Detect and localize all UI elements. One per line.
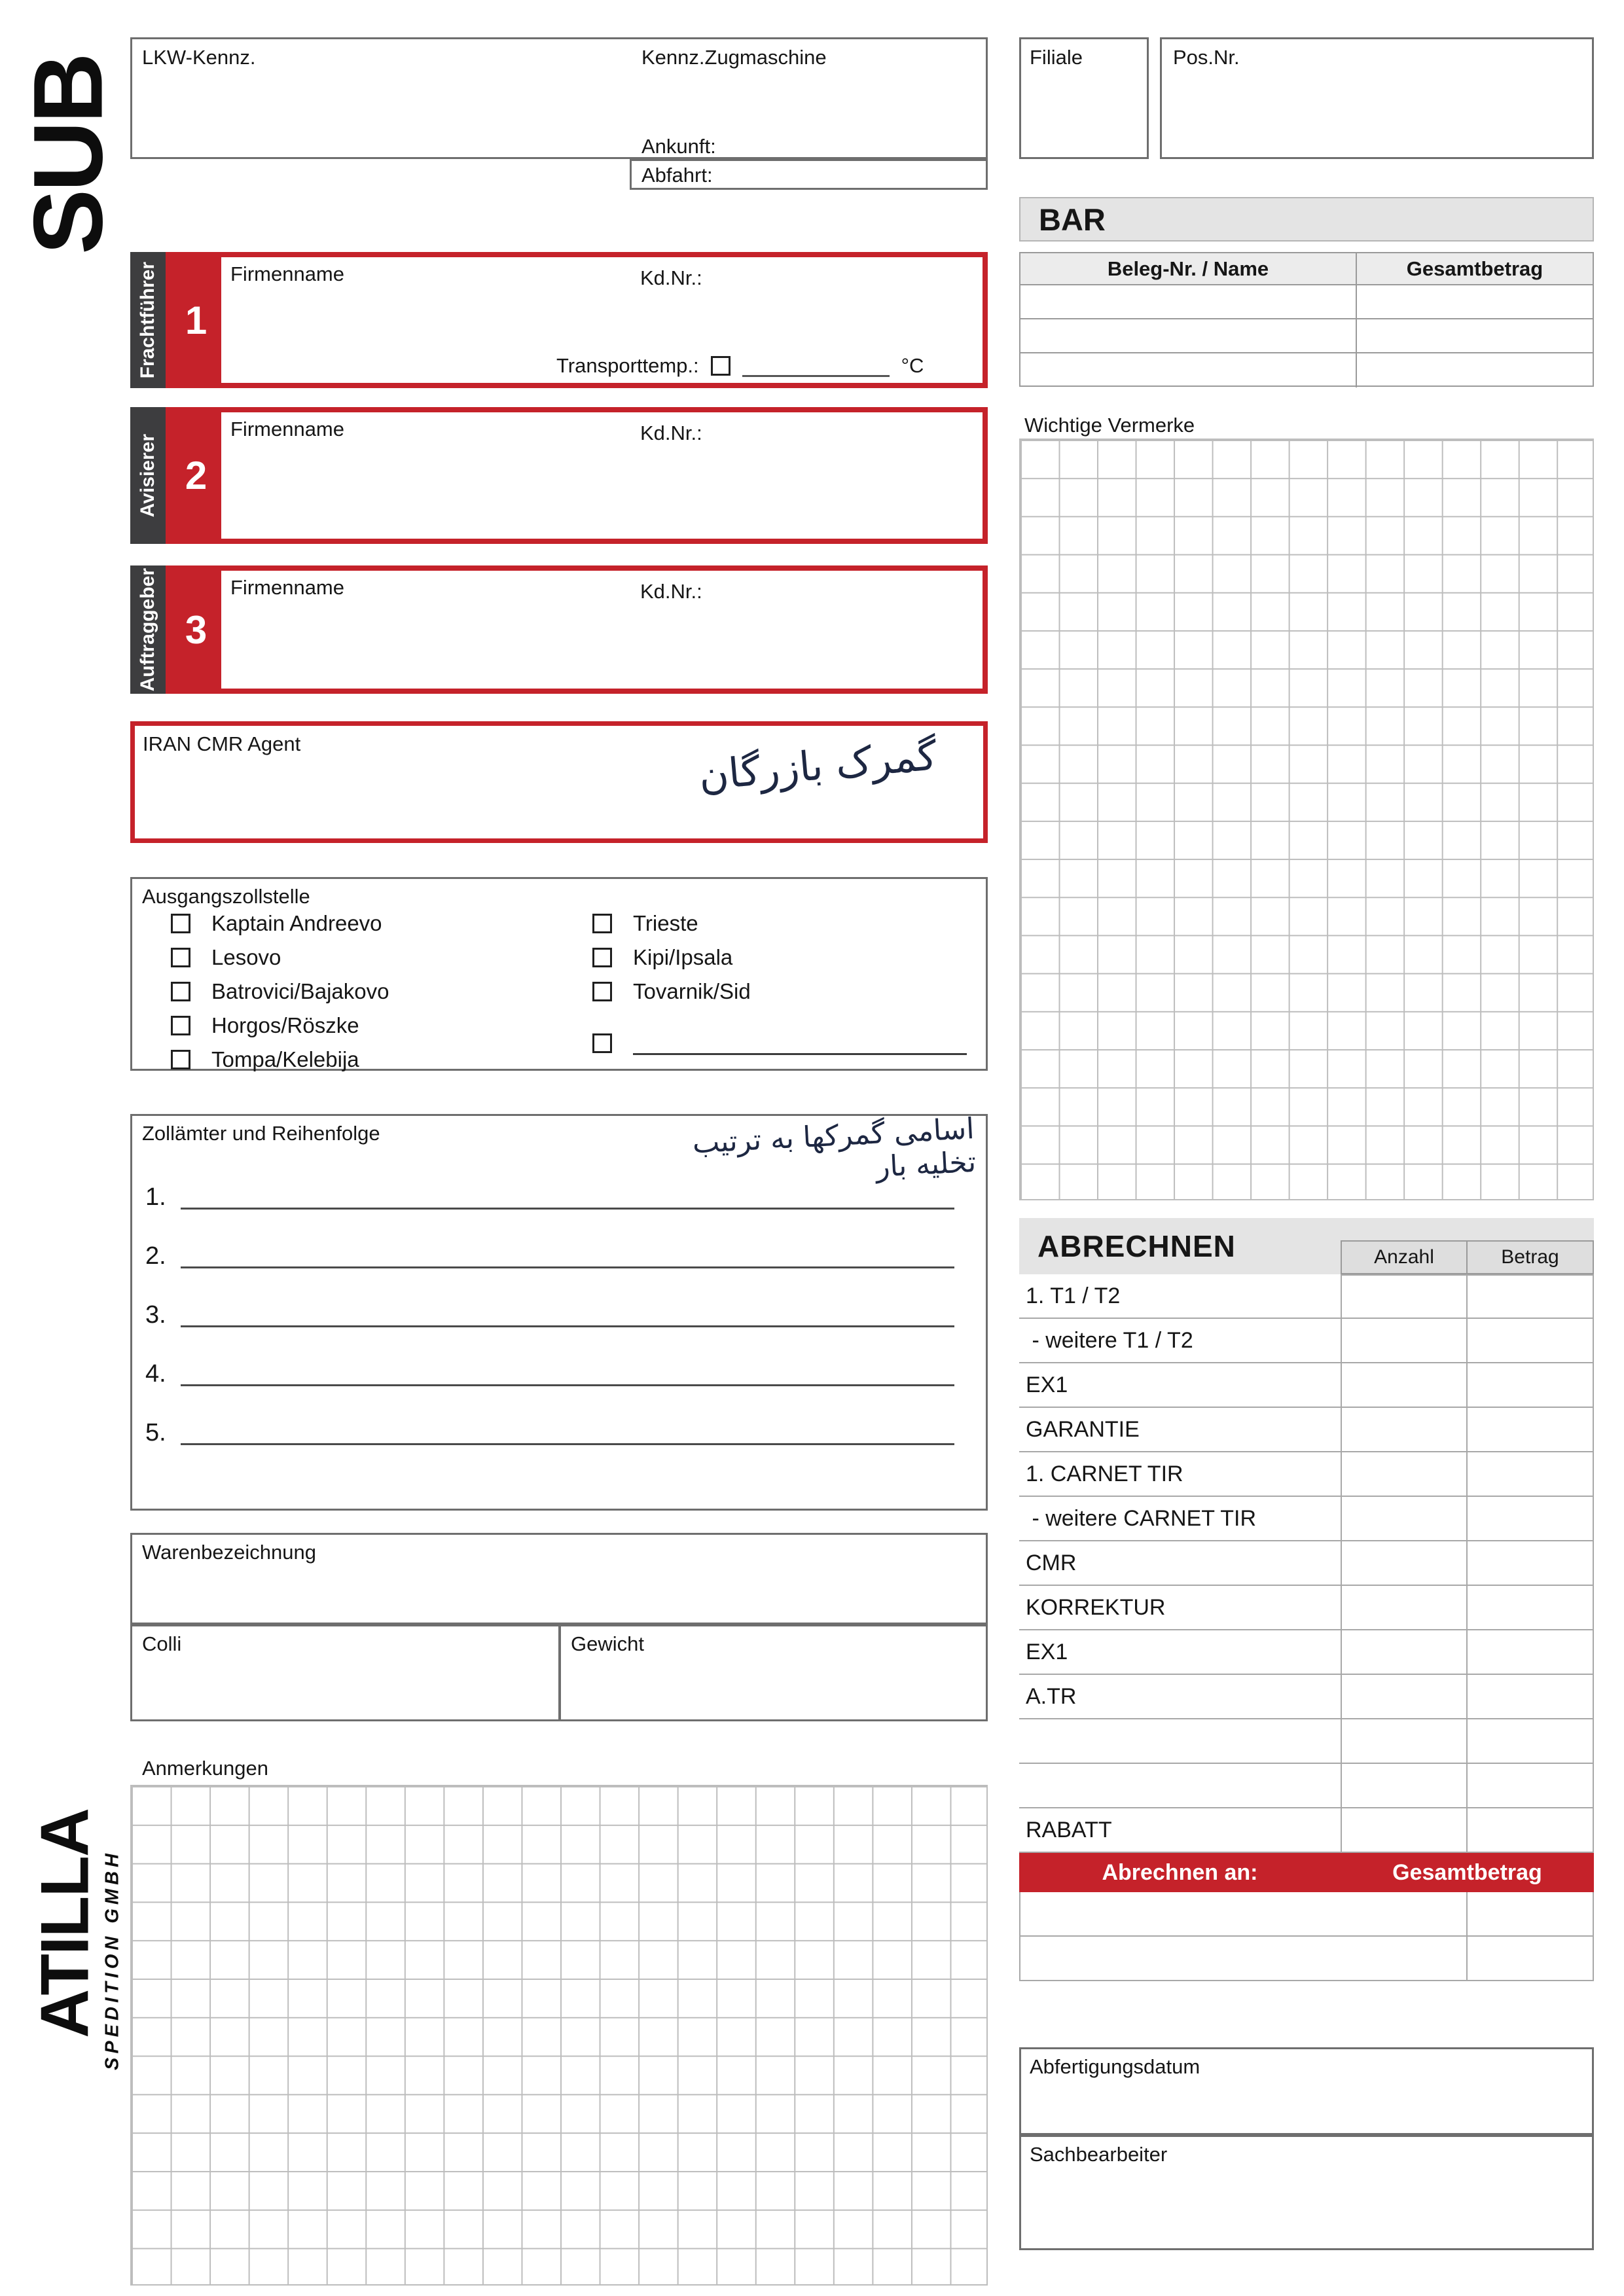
firmenname-label: Firmenname <box>230 418 344 440</box>
iran-cmr-agent-box[interactable] <box>130 721 988 843</box>
row-label: A.TR <box>1019 1675 1341 1719</box>
zollamt-line-3-input[interactable] <box>181 1296 954 1327</box>
zollamt-line-4-input[interactable] <box>181 1355 954 1386</box>
abfahrt-label: Abfahrt: <box>641 164 713 187</box>
lkw-kennz-label: LKW-Kennz. <box>142 46 256 69</box>
checkbox-row-other <box>592 1031 967 1055</box>
row-label: 1. CARNET TIR <box>1019 1452 1341 1497</box>
anzahl-cell[interactable] <box>1341 1452 1468 1497</box>
auftraggeber-side-label: Auftraggeber <box>137 567 158 692</box>
zollamt-line-row <box>145 1355 954 1386</box>
gesamtbetrag-cell[interactable] <box>1468 1937 1594 1981</box>
section-3-auftraggeber-box <box>166 565 988 694</box>
batrovici-bajakovo-checkbox[interactable] <box>171 982 190 1001</box>
row-label: CMR <box>1019 1541 1341 1586</box>
betrag-cell[interactable] <box>1468 1764 1594 1808</box>
firmenname-label: Firmenname <box>230 262 344 285</box>
kdnr-label: Kd.Nr.: <box>640 266 702 289</box>
zollamt-line-1-input[interactable] <box>181 1178 954 1210</box>
abrechnen-row-empty <box>1019 1764 1594 1808</box>
warenbezeichnung-label: Warenbezeichnung <box>142 1541 316 1564</box>
abrechnen-footer-bar <box>1019 1853 1594 1892</box>
row-label: GARANTIE <box>1019 1408 1341 1452</box>
anzahl-column-header: Anzahl <box>1341 1240 1468 1274</box>
betrag-cell[interactable] <box>1468 1408 1594 1452</box>
section-1-frachtfuehrer-box <box>166 252 988 388</box>
firmenname-label: Firmenname <box>230 576 344 599</box>
anzahl-cell[interactable] <box>1341 1541 1468 1586</box>
abrechnen-row-ex1-2 <box>1019 1630 1594 1675</box>
ankunft-label: Ankunft: <box>641 135 716 158</box>
zollamt-line-row <box>145 1178 954 1210</box>
gesamtbetrag-label: Gesamtbetrag <box>1392 1859 1542 1885</box>
posnr-label: Pos.Nr. <box>1173 46 1240 69</box>
row-label: EX1 <box>1019 1630 1341 1675</box>
sachbearbeiter-label: Sachbearbeiter <box>1030 2143 1168 2166</box>
anzahl-cell[interactable] <box>1341 1764 1468 1808</box>
zollaemter-handwriting: اسامی گمرکها به ترتیب تخلیه بار <box>691 1111 977 1184</box>
kdnr-label: Kd.Nr.: <box>640 422 702 444</box>
row-label: EX1 <box>1019 1363 1341 1408</box>
abrechnen-rows <box>1019 1274 1594 1853</box>
bar-table-row <box>1020 285 1593 319</box>
anzahl-cell[interactable] <box>1341 1319 1468 1363</box>
abrechnen-total-row <box>1019 1937 1594 1981</box>
abrechnen-row-atr <box>1019 1675 1594 1719</box>
bar-table-row <box>1020 353 1593 387</box>
ausgangszollstelle-label: Ausgangszollstelle <box>142 885 310 908</box>
section-3-input-area[interactable] <box>221 571 983 689</box>
checkbox-row <box>592 979 751 1004</box>
abrechnen-row-weitere-t1-t2 <box>1019 1319 1594 1363</box>
trieste-label: Trieste <box>633 911 698 935</box>
betrag-cell[interactable] <box>1468 1497 1594 1541</box>
anzahl-cell[interactable] <box>1341 1586 1468 1630</box>
trieste-checkbox[interactable] <box>592 914 612 933</box>
kdnr-label: Kd.Nr.: <box>640 580 702 603</box>
anzahl-cell[interactable] <box>1341 1497 1468 1541</box>
row-label: 1. T1 / T2 <box>1019 1274 1341 1319</box>
bar-table <box>1019 252 1594 387</box>
zugmaschine-label: Kennz.Zugmaschine <box>641 46 827 69</box>
betrag-cell[interactable] <box>1468 1675 1594 1719</box>
other-zollstelle-checkbox[interactable] <box>592 1033 612 1053</box>
anzahl-cell[interactable] <box>1341 1274 1468 1319</box>
spedition-gmbh-label: SPEDITION GMBH <box>101 1850 123 2071</box>
kipi-ipsala-label: Kipi/Ipsala <box>633 945 733 969</box>
checkbox-row <box>171 1013 359 1038</box>
filiale-label: Filiale <box>1030 46 1083 69</box>
zollamt-line-5-input[interactable] <box>181 1414 954 1445</box>
frachtfuehrer-side-label: Frachtführer <box>137 261 158 379</box>
anzahl-cell[interactable] <box>1341 1630 1468 1675</box>
abrechnen-row-korrektur <box>1019 1586 1594 1630</box>
atilla-logo: ATILLA <box>27 1809 103 2038</box>
zollamt-line-row <box>145 1414 954 1445</box>
abrechnen-row-t1-t2 <box>1019 1274 1594 1319</box>
tompa-kelebija-label: Tompa/Kelebija <box>211 1047 359 1071</box>
betrag-cell[interactable] <box>1468 1541 1594 1586</box>
section-1-number: 1 <box>171 257 221 383</box>
betrag-column-header: Betrag <box>1466 1240 1594 1274</box>
abrechnen-an-cell[interactable] <box>1019 1937 1468 1981</box>
colli-label: Colli <box>142 1632 182 1655</box>
betrag-cell[interactable] <box>1468 1586 1594 1630</box>
abrechnen-an-label: Abrechnen an: <box>1102 1859 1258 1885</box>
zollamt-line-number: 1. <box>145 1183 166 1211</box>
bar-title: BAR <box>1039 202 1106 237</box>
bar-name-cell[interactable] <box>1020 353 1357 387</box>
iran-cmr-agent-label: IRAN CMR Agent <box>143 732 301 755</box>
section-3-number: 3 <box>171 571 221 689</box>
checkbox-row <box>592 945 732 970</box>
betrag-cell[interactable] <box>1468 1452 1594 1497</box>
iran-handwriting: گمرک بازرگان <box>696 731 939 800</box>
anzahl-cell[interactable] <box>1341 1408 1468 1452</box>
bar-amount-cell[interactable] <box>1357 319 1593 353</box>
betrag-cell[interactable] <box>1468 1719 1594 1764</box>
betrag-cell[interactable] <box>1468 1808 1594 1853</box>
lesovo-label: Lesovo <box>211 945 281 969</box>
abfertigungsdatum-label: Abfertigungsdatum <box>1030 2055 1200 2078</box>
zollaemter-label: Zollämter und Reihenfolge <box>142 1122 380 1145</box>
section-2-avisierer-box <box>166 407 988 544</box>
tompa-kelebija-checkbox[interactable] <box>171 1050 190 1069</box>
bar-name-cell[interactable] <box>1020 319 1357 353</box>
zollamt-line-2-input[interactable] <box>181 1237 954 1268</box>
tovarnik-sid-label: Tovarnik/Sid <box>633 979 751 1003</box>
abrechnen-row-rabatt <box>1019 1808 1594 1853</box>
wichtige-vermerke-grid[interactable] <box>1019 439 1594 1200</box>
betrag-cell[interactable] <box>1468 1274 1594 1319</box>
section-1-input-area[interactable] <box>221 257 983 383</box>
kipi-ipsala-checkbox[interactable] <box>592 948 612 967</box>
abrechnen-an-cell[interactable] <box>1019 1892 1468 1937</box>
gesamtbetrag-cell[interactable] <box>1468 1892 1594 1937</box>
anmerkungen-label: Anmerkungen <box>142 1757 269 1780</box>
anzahl-cell[interactable] <box>1341 1363 1468 1408</box>
zollamt-line-number: 3. <box>145 1301 166 1329</box>
row-label: - weitere T1 / T2 <box>1019 1319 1341 1363</box>
bar-section-header <box>1019 197 1594 242</box>
zollamt-line-number: 2. <box>145 1242 166 1270</box>
horgos-roeszke-checkbox[interactable] <box>171 1016 190 1035</box>
kaptain-andreevo-label: Kaptain Andreevo <box>211 911 382 935</box>
anzahl-cell[interactable] <box>1341 1808 1468 1853</box>
bar-amount-cell[interactable] <box>1357 285 1593 319</box>
bar-amount-cell[interactable] <box>1357 353 1593 387</box>
checkbox-row <box>171 1047 359 1072</box>
gesamtbetrag-column-header: Gesamtbetrag <box>1357 253 1593 285</box>
checkbox-row <box>171 911 382 936</box>
horgos-roeszke-label: Horgos/Röszke <box>211 1013 359 1037</box>
abrechnen-row-cmr <box>1019 1541 1594 1586</box>
transporttemp-label: Transporttemp.: <box>556 354 699 377</box>
abrechnen-row-empty <box>1019 1719 1594 1764</box>
wichtige-vermerke-label: Wichtige Vermerke <box>1024 414 1195 437</box>
frachtfuehrer-side-strip <box>130 252 166 388</box>
section-2-number: 2 <box>171 412 221 539</box>
sub-logo: SUB <box>12 55 123 255</box>
tovarnik-sid-checkbox[interactable] <box>592 982 612 1001</box>
abrechnen-row-garantie <box>1019 1408 1594 1452</box>
anmerkungen-grid[interactable] <box>130 1785 988 2286</box>
bar-table-header-row <box>1020 253 1593 285</box>
avisierer-side-strip <box>130 407 166 544</box>
lesovo-checkbox[interactable] <box>171 948 190 967</box>
vehicle-box[interactable] <box>130 37 988 159</box>
kaptain-andreevo-checkbox[interactable] <box>171 914 190 933</box>
transporttemp-value-line[interactable] <box>742 355 890 377</box>
zollamt-line-row <box>145 1237 954 1268</box>
auftraggeber-side-strip <box>130 565 166 694</box>
row-label: - weitere CARNET TIR <box>1019 1497 1341 1541</box>
other-zollstelle-line[interactable] <box>633 1031 967 1055</box>
row-label <box>1019 1764 1341 1808</box>
row-label: RABATT <box>1019 1808 1341 1853</box>
beleg-nr-name-column-header: Beleg-Nr. / Name <box>1020 253 1357 285</box>
abrechnen-row-weitere-carnet-tir <box>1019 1497 1594 1541</box>
batrovici-bajakovo-label: Batrovici/Bajakovo <box>211 979 389 1003</box>
abrechnen-row-ex1 <box>1019 1363 1594 1408</box>
celsius-label: °C <box>901 354 924 377</box>
bar-name-cell[interactable] <box>1020 285 1357 319</box>
abrechnen-total-row <box>1019 1892 1594 1937</box>
anzahl-cell[interactable] <box>1341 1719 1468 1764</box>
zollamt-line-number: 4. <box>145 1360 166 1388</box>
transporttemp-checkbox[interactable] <box>711 356 731 376</box>
avisierer-side-label: Avisierer <box>137 433 158 518</box>
abrechnen-title: ABRECHNEN <box>1038 1229 1236 1263</box>
gewicht-label: Gewicht <box>571 1632 644 1655</box>
row-label: KORREKTUR <box>1019 1586 1341 1630</box>
bar-table-row <box>1020 319 1593 353</box>
betrag-cell[interactable] <box>1468 1363 1594 1408</box>
section-2-input-area[interactable] <box>221 412 983 539</box>
checkbox-row <box>592 911 698 936</box>
colli-box[interactable] <box>130 1624 560 1721</box>
anzahl-cell[interactable] <box>1341 1675 1468 1719</box>
checkbox-row <box>171 979 389 1004</box>
row-label <box>1019 1719 1341 1764</box>
checkbox-row <box>171 945 281 970</box>
abrechnen-row-carnet-tir <box>1019 1452 1594 1497</box>
betrag-cell[interactable] <box>1468 1319 1594 1363</box>
zollamt-line-number: 5. <box>145 1419 166 1446</box>
transporttemp-row <box>556 354 924 378</box>
zollamt-line-row <box>145 1296 954 1327</box>
betrag-cell[interactable] <box>1468 1630 1594 1675</box>
